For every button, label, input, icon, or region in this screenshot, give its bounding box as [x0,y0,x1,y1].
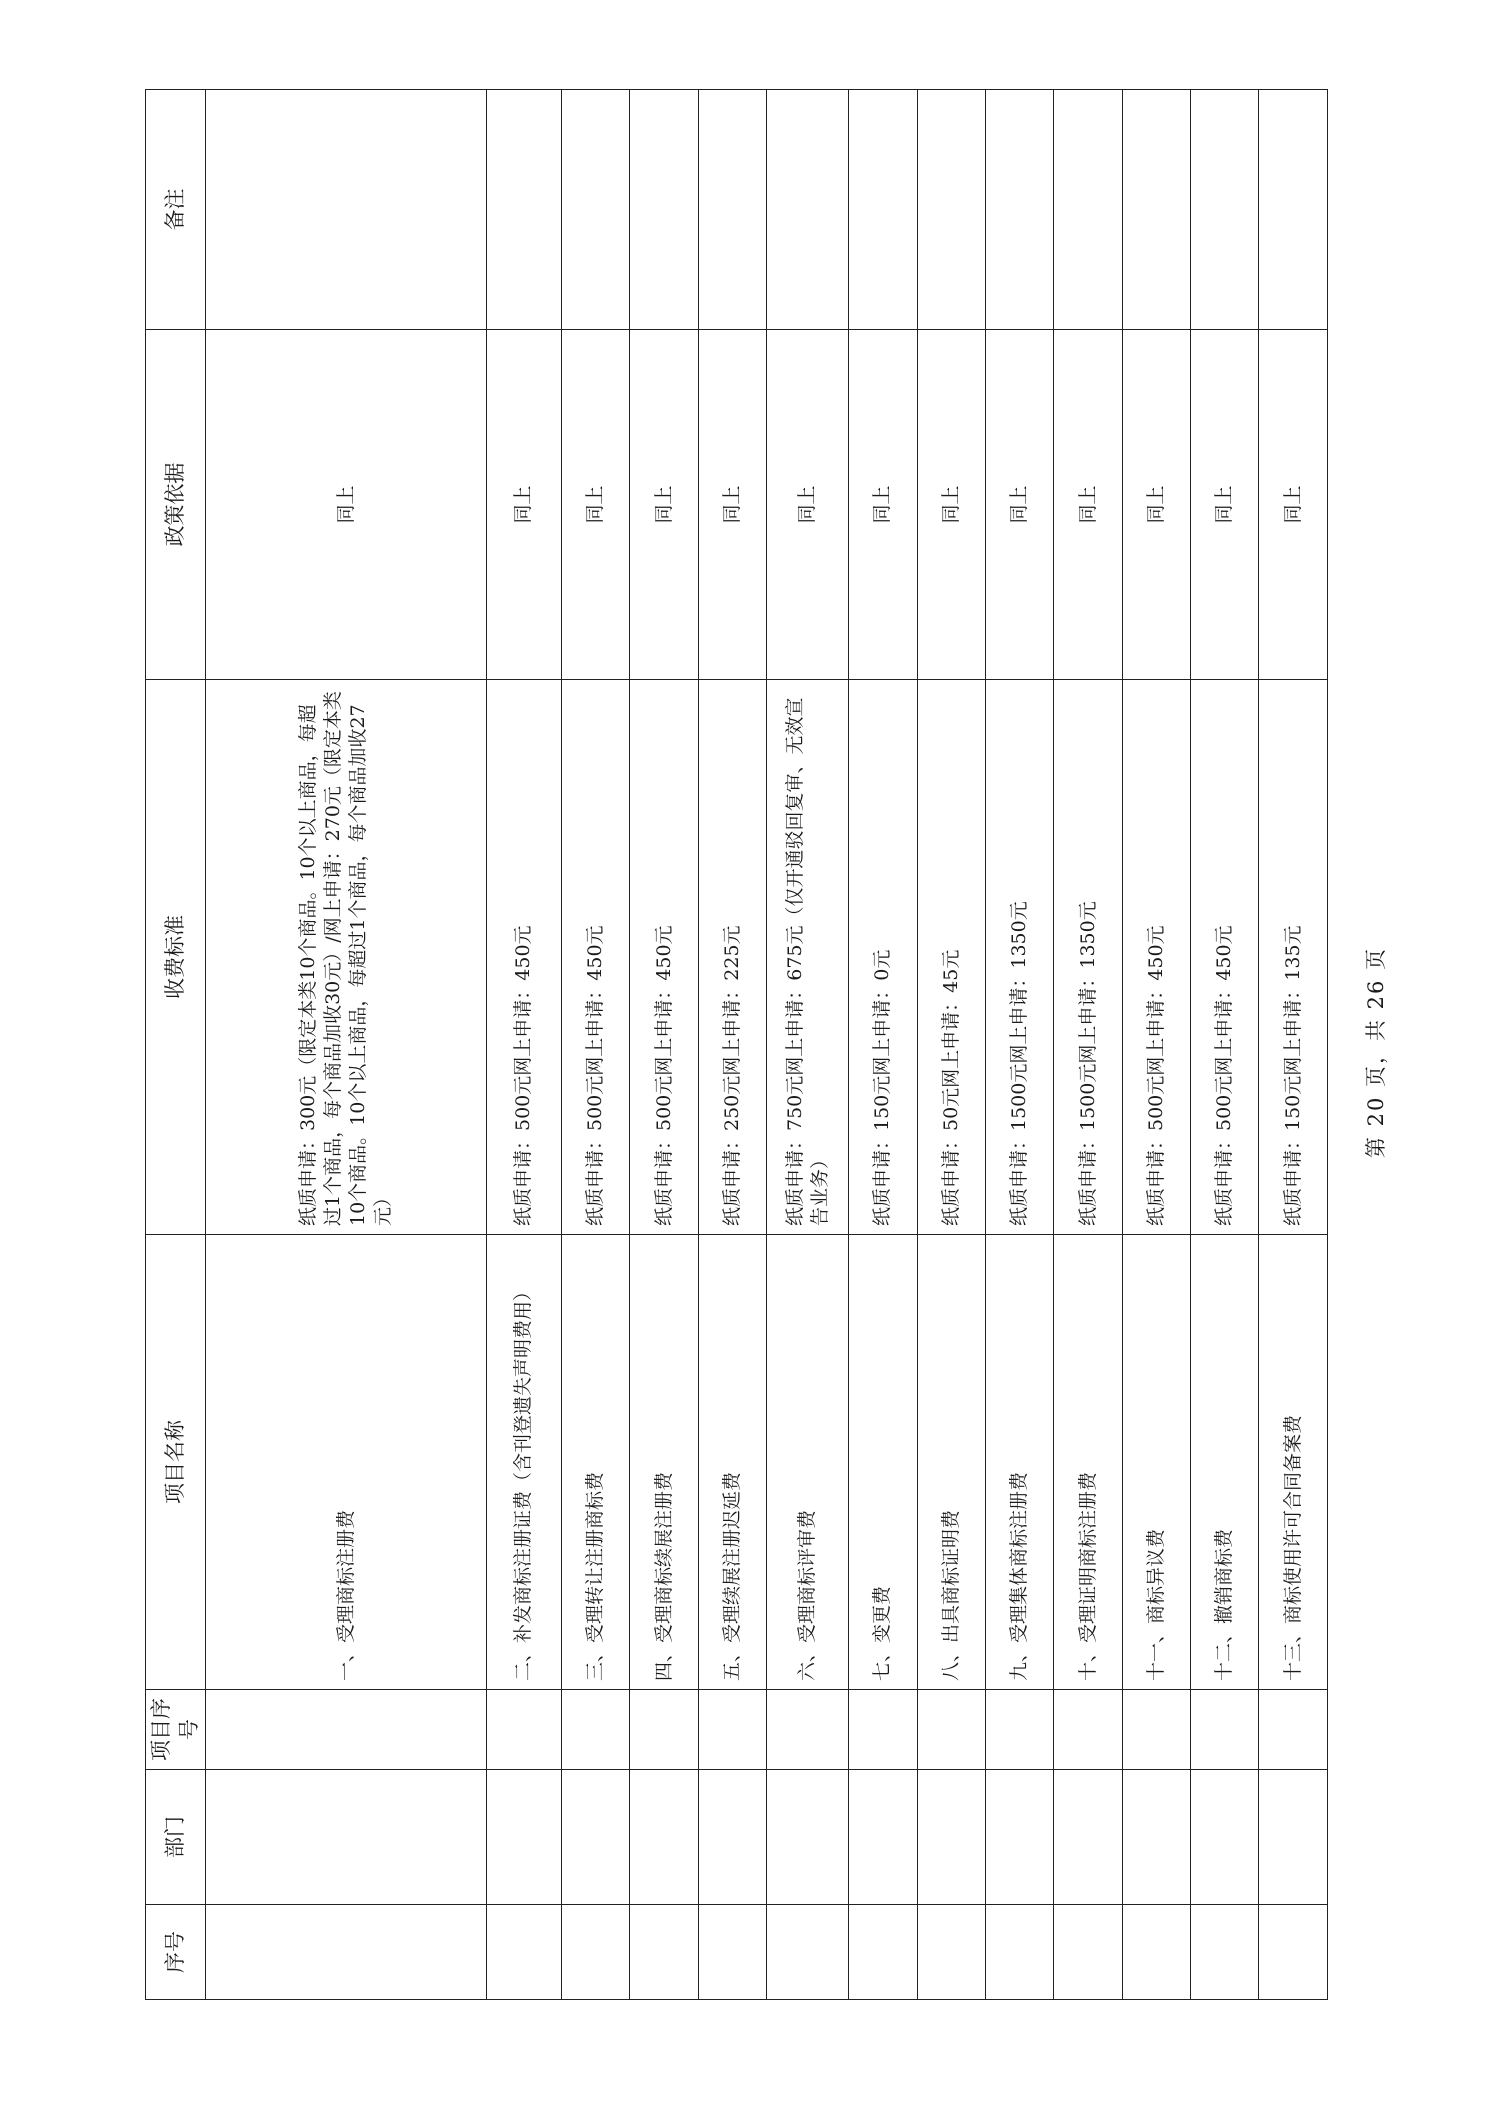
table-row [206,90,486,2000]
cell-remark [562,90,630,330]
cell-fee-standard: 纸质申请：150元网上申请：135元 [1259,680,1328,1235]
cell-dept [1122,1770,1190,1905]
cell-item-name: 十二、撤销商标费 [1191,1235,1259,1690]
cell-remark [985,90,1053,330]
table-row [767,90,849,2000]
table-row [698,90,766,2000]
cell-policy-basis: 同上 [767,330,849,680]
cell-seq [1122,1905,1190,2000]
cell-item-no [630,1690,698,1770]
cell-seq [767,1905,849,2000]
cell-item-name: 五、受理续展注册迟延费 [698,1235,766,1690]
cell-seq [486,1905,561,2000]
table-row [1191,90,1259,2000]
cell-item-no [917,1690,985,1770]
cell-policy-basis: 同上 [1191,330,1259,680]
cell-dept [767,1770,849,1905]
cell-fee-standard: 纸质申请：500元网上申请：450元 [486,680,561,1235]
cell-dept [1259,1770,1328,1905]
cell-item-name: 十三、商标使用许可合同备案费 [1259,1235,1328,1690]
cell-seq [1054,1905,1122,2000]
cell-policy-basis: 同上 [917,330,985,680]
cell-item-name: 六、受理商标评审费 [767,1235,849,1690]
cell-item-no [1122,1690,1190,1770]
cell-item-name: 七、变更费 [849,1235,917,1690]
cell-fee-standard: 纸质申请：1500元网上申请：1350元 [1054,680,1122,1235]
cell-dept [1191,1770,1259,1905]
cell-item-no [698,1690,766,1770]
cell-fee-standard: 纸质申请：500元网上申请：450元 [630,680,698,1235]
table-row [1259,90,1328,2000]
table-row [562,90,630,2000]
cell-policy-basis: 同上 [985,330,1053,680]
cell-item-name: 八、出具商标证明费 [917,1235,985,1690]
cell-item-name: 三、受理转让注册商标费 [562,1235,630,1690]
cell-remark [767,90,849,330]
cell-dept [698,1770,766,1905]
cell-fee-standard: 纸质申请：50元网上申请：45元 [917,680,985,1235]
table-row [985,90,1053,2000]
cell-item-name: 二、补发商标注册证费（含刊登遗失声明费用） [486,1235,561,1690]
cell-fee-standard: 纸质申请：500元网上申请：450元 [1122,680,1190,1235]
cell-seq [206,1905,486,2000]
table-body [206,90,1328,2000]
cell-dept [206,1770,486,1905]
cell-item-name: 九、受理集体商标注册费 [985,1235,1053,1690]
cell-item-name: 一、受理商标注册费 [206,1235,486,1690]
cell-policy-basis: 同上 [1054,330,1122,680]
cell-remark [630,90,698,330]
header-dept: 部门 [146,1770,206,1905]
cell-remark [206,90,486,330]
cell-fee-standard: 纸质申请：500元网上申请：450元 [1191,680,1259,1235]
cell-item-no [1191,1690,1259,1770]
cell-dept [486,1770,561,1905]
cell-item-name: 十、受理证明商标注册费 [1054,1235,1122,1690]
cell-fee-standard: 纸质申请：300元（限定本类10个商品。10个以上商品，每超过1个商品，每个商品加收30元）/网上申请：270元（限定本类10个商品。10个以上商品，每超过1个商品，每个商品加收27元） [206,680,486,1235]
table-row [630,90,698,2000]
cell-policy-basis: 同上 [562,330,630,680]
cell-dept [562,1770,630,1905]
cell-item-no [562,1690,630,1770]
cell-dept [630,1770,698,1905]
cell-item-no [1259,1690,1328,1770]
cell-fee-standard: 纸质申请：150元网上申请：0元 [849,680,917,1235]
cell-policy-basis: 同上 [1122,330,1190,680]
cell-item-no [486,1690,561,1770]
cell-item-no [849,1690,917,1770]
table-row [849,90,917,2000]
cell-policy-basis: 同上 [849,330,917,680]
cell-item-name: 四、受理商标续展注册费 [630,1235,698,1690]
cell-dept [917,1770,985,1905]
cell-policy-basis: 同上 [486,330,561,680]
cell-remark [917,90,985,330]
cell-fee-standard: 纸质申请：250元网上申请：225元 [698,680,766,1235]
cell-policy-basis: 同上 [698,330,766,680]
cell-item-name: 十一、商标异议费 [1122,1235,1190,1690]
cell-seq [1191,1905,1259,2000]
table-row [1122,90,1190,2000]
cell-seq [849,1905,917,2000]
cell-remark [698,90,766,330]
cell-seq [698,1905,766,2000]
cell-seq [630,1905,698,2000]
table-row [486,90,561,2000]
cell-dept [849,1770,917,1905]
fee-table [145,89,1328,2000]
table-row [1054,90,1122,2000]
cell-policy-basis: 同上 [630,330,698,680]
cell-remark [486,90,561,330]
cell-item-no [985,1690,1053,1770]
cell-fee-standard: 纸质申请：1500元网上申请：1350元 [985,680,1053,1235]
header-fee-standard: 收费标准 [146,680,206,1235]
cell-seq [917,1905,985,2000]
cell-remark [849,90,917,330]
cell-seq [1259,1905,1328,2000]
cell-fee-standard: 纸质申请：500元网上申请：450元 [562,680,630,1235]
header-item-name: 项目名称 [146,1235,206,1690]
header-item-no: 项目序号 [146,1690,206,1770]
header-seq: 序号 [146,1905,206,2000]
cell-remark [1259,90,1328,330]
header-policy-basis: 政策依据 [146,330,206,680]
cell-dept [985,1770,1053,1905]
cell-remark [1122,90,1190,330]
table-header-row [146,90,206,2000]
cell-remark [1054,90,1122,330]
table-row [917,90,985,2000]
cell-remark [1191,90,1259,330]
cell-seq [562,1905,630,2000]
cell-item-no [206,1690,486,1770]
page-number: 第 20 页，共 26 页 [1364,946,1388,1159]
cell-policy-basis: 同上 [206,330,486,680]
cell-item-no [767,1690,849,1770]
cell-fee-standard: 纸质申请：750元网上申请：675元（仅开通驳回复审、无效宣告业务） [767,680,849,1235]
cell-seq [985,1905,1053,2000]
cell-dept [1054,1770,1122,1905]
header-remark: 备注 [146,90,206,330]
cell-policy-basis: 同上 [1259,330,1328,680]
cell-item-no [1054,1690,1122,1770]
